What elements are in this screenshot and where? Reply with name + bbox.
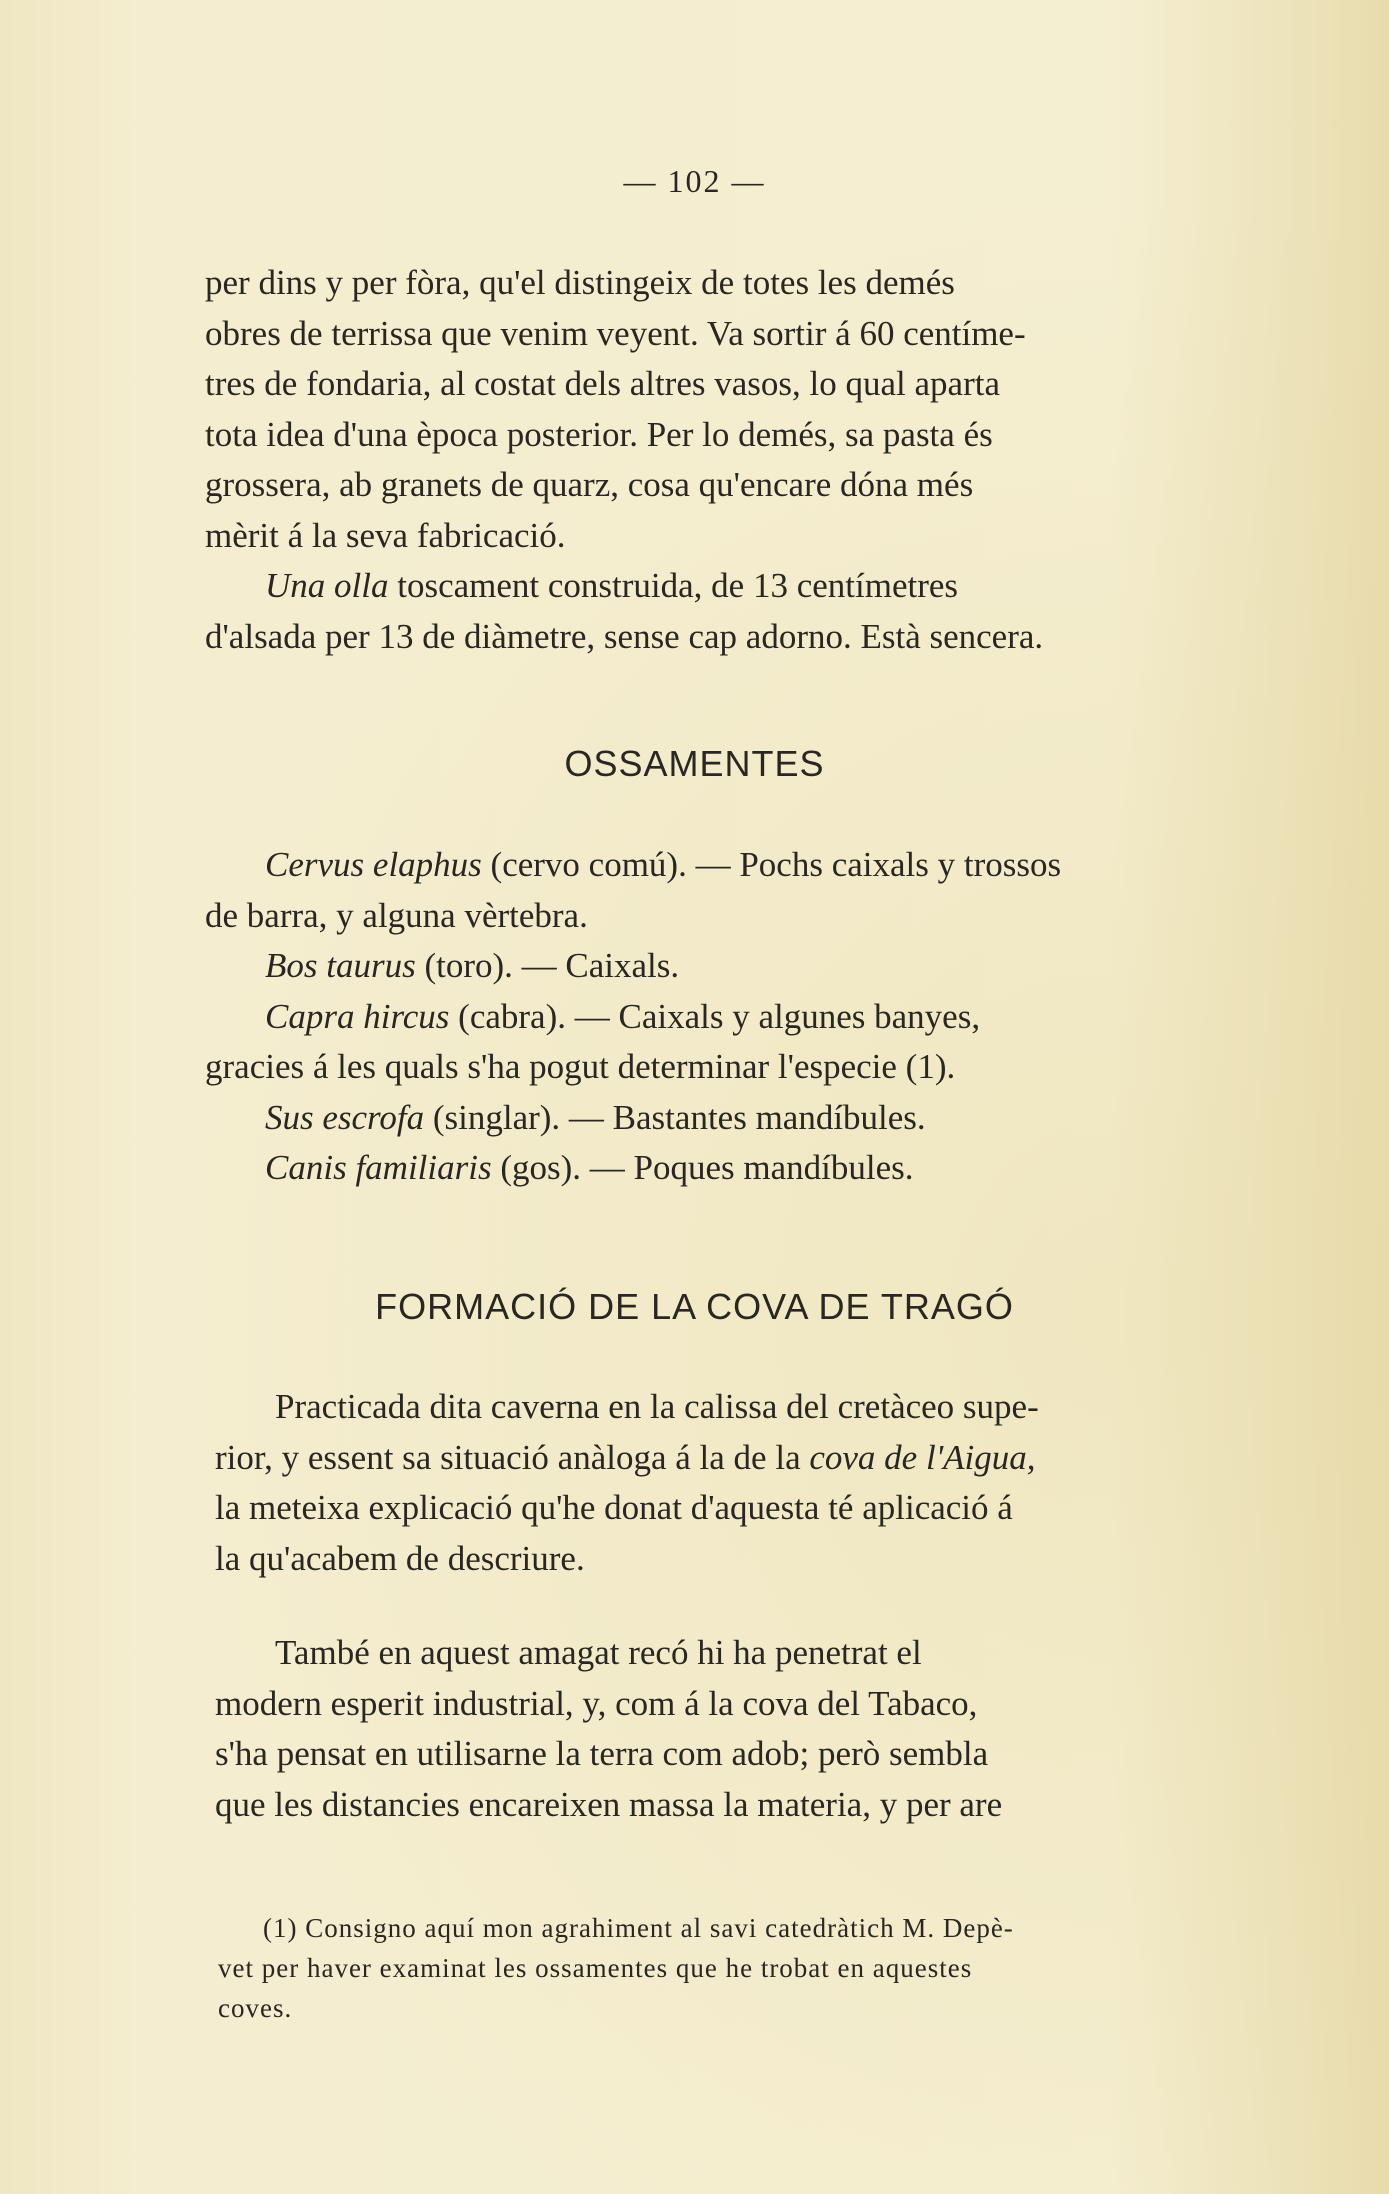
text-line: grossera, ab granets de quarz, cosa qu'encare dóna més: [205, 465, 974, 504]
text-line: d'alsada per 13 de diàmetre, sense cap adorno. Està sencera.: [205, 616, 1044, 656]
list-item: Sus escrofa (singlar). — Bastantes mandíbules.: [265, 1097, 926, 1137]
section-heading-formacio: FORMACIÓ DE LA COVA DE TRAGÓ: [375, 1286, 1014, 1327]
species-name: Canis familiaris: [265, 1148, 492, 1187]
fauna-list: [205, 840, 1285, 1194]
text-line: per dins y per fòra, qu'el distingeix de totes les demés: [205, 263, 955, 302]
text-line: mèrit á la seva fabricació.: [205, 515, 566, 555]
list-item-continuation: gracies á les quals s'ha pogut determinar l'especie (1).: [205, 1047, 956, 1086]
footnote-line: (1) Consigno aquí mon agrahiment al savi catedràtich M. Depè-: [263, 1913, 1014, 1943]
text-line: s'ha pensat en utilisarne la terra com adob; però sembla: [215, 1734, 989, 1773]
formacio-paragraph: [215, 1382, 1290, 1584]
species-name: Capra hircus: [265, 996, 450, 1036]
text-line: que les distancies encareixen massa la materia, y per are: [215, 1784, 1003, 1824]
text-line: rior, y essent sa situació anàloga á la de la cova de l'Aigua,: [215, 1437, 1036, 1477]
text-line: la meteixa explicació qu'he donat d'aquesta té aplicació á: [215, 1488, 1013, 1527]
list-item: Bos taurus (toro). — Caixals.: [265, 946, 680, 985]
page-number: — 102 —: [623, 163, 766, 199]
text-line: tota idea d'una època posterior. Per lo demés, sa pasta és: [205, 414, 993, 454]
list-item-continuation: de barra, y alguna vèrtebra.: [205, 895, 588, 935]
text-line: També en aquest amagat recó hi ha penetrat el: [275, 1633, 922, 1672]
text-line: tres de fondaria, al costat dels altres vasos, lo qual aparta: [205, 364, 1000, 403]
list-item: Capra hircus (cabra). — Caixals y algunes banyes,: [265, 996, 981, 1036]
species-name: Cervus elaphus: [265, 845, 482, 884]
footnote: [218, 1908, 1298, 2028]
list-item: Cervus elaphus (cervo comú). — Pochs caixals y trossos: [265, 845, 1062, 884]
species-name: Sus escrofa: [265, 1097, 425, 1137]
section-heading-ossamentes: OSSAMENTES: [564, 743, 825, 784]
italic-term: Una olla: [265, 566, 389, 605]
text-line: la qu'acabem de descriure.: [215, 1538, 585, 1578]
list-item: Canis familiaris (gos). — Poques mandíbules.: [265, 1148, 914, 1187]
text-line: obres de terrissa que venim veyent. Va sortir á 60 centíme-: [205, 313, 1026, 353]
footnote-line: vet per haver examinat les ossamentes que he trobat en aquestes: [218, 1953, 973, 1983]
industrial-paragraph: [215, 1628, 1290, 1830]
olla-paragraph: Una olla toscament construida, de 13 centímetres: [265, 566, 959, 605]
italic-term: cova de l'Aigua,: [809, 1437, 1036, 1477]
intro-text: [205, 258, 1285, 662]
species-name: Bos taurus: [265, 946, 416, 985]
footnote-line: coves.: [218, 1993, 293, 2023]
text-line: modern esperit industrial, y, com á la cova del Tabaco,: [215, 1683, 978, 1723]
text-line: Practicada dita caverna en la calissa del cretàceo supe-: [275, 1387, 1039, 1426]
